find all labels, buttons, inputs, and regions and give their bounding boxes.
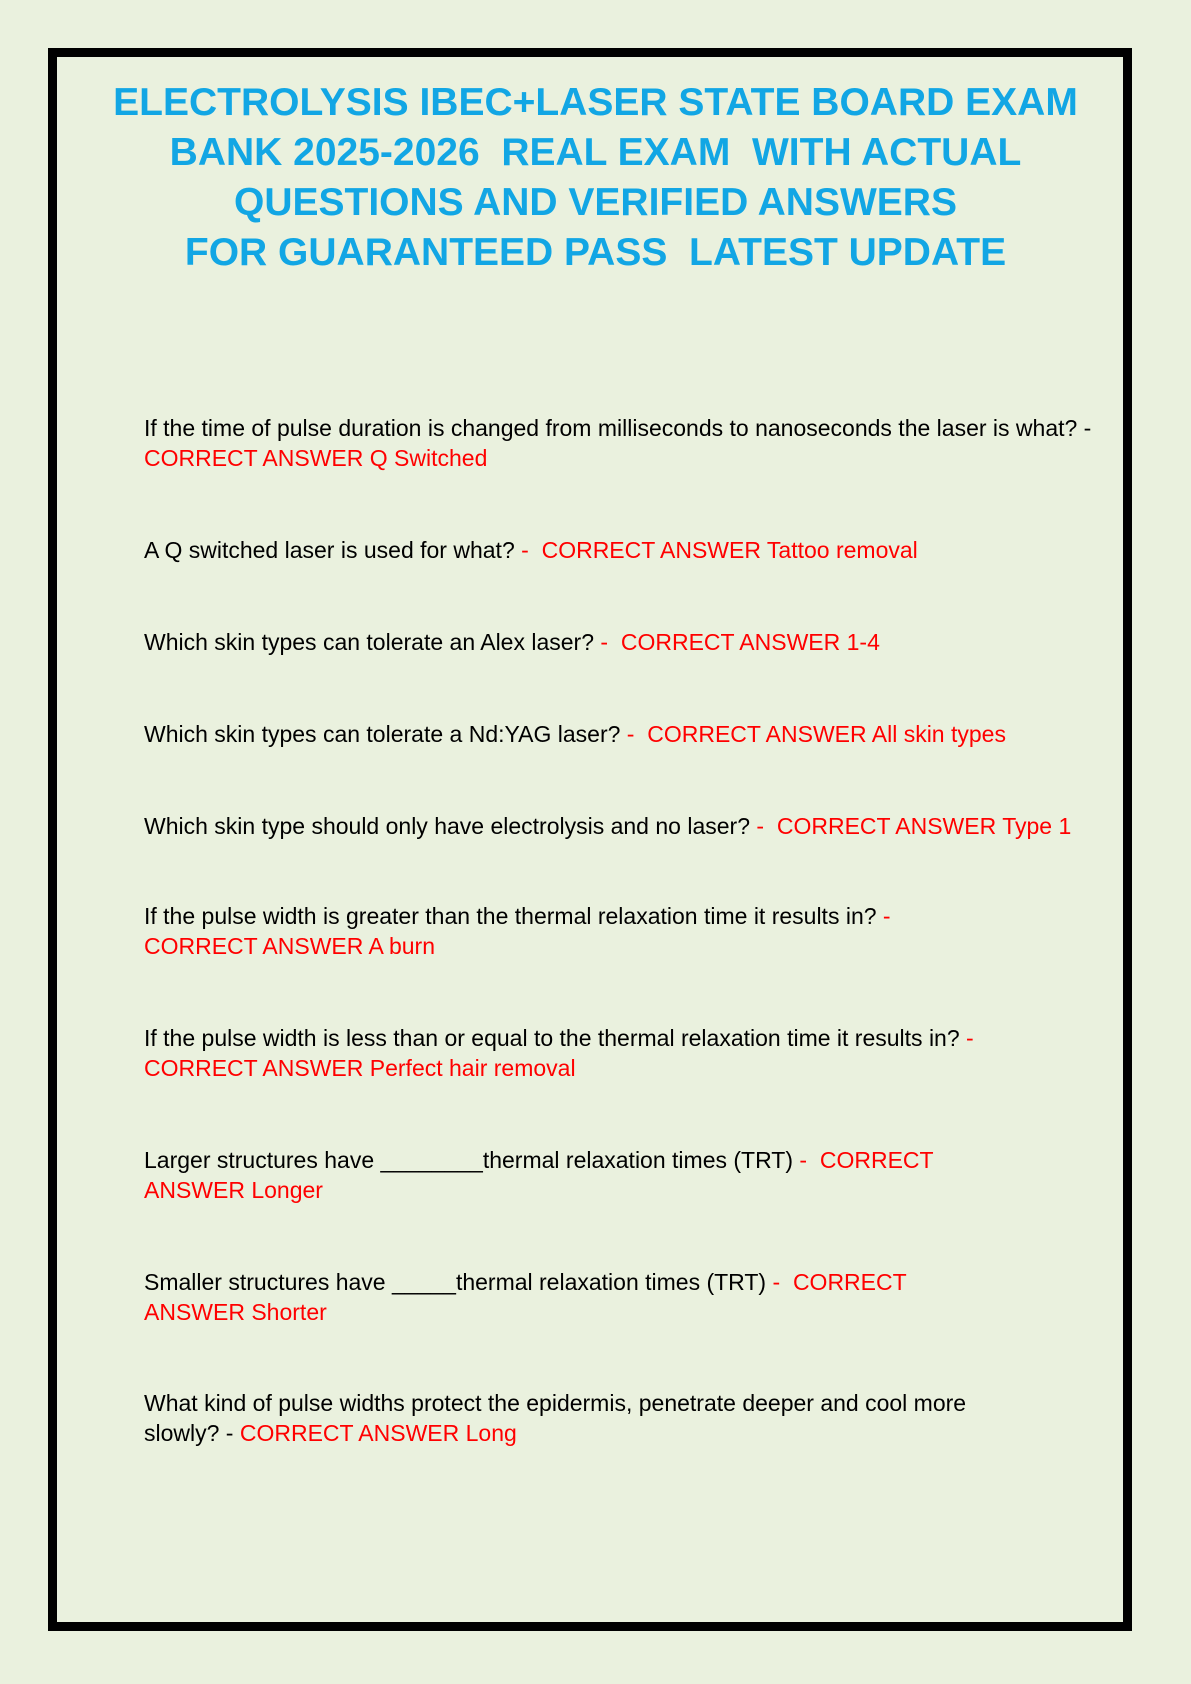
title-line: QUESTIONS AND VERIFIED ANSWERS [233, 181, 957, 224]
question-text: Which skin types can tolerate a Nd:YAG laser? [144, 721, 621, 747]
answer-separator: - [766, 1269, 793, 1295]
qa-item-5 [144, 811, 1134, 841]
qa-item-4 [144, 719, 1134, 749]
answer-separator: - [594, 629, 621, 655]
answer-separator: - [793, 1147, 820, 1173]
answer-text: CORRECT ANSWER Tattoo removal [541, 537, 918, 563]
question-text: slowly? - [144, 1420, 240, 1446]
title-line: ELECTROLYSIS IBEC+LASER STATE BOARD EXAM [113, 81, 1078, 124]
answer-text: CORRECT ANSWER Q Switched [144, 445, 488, 471]
answer-text: CORRECT ANSWER 1-4 [620, 629, 880, 655]
answer-text: CORRECT ANSWER All skin types [647, 721, 1006, 747]
qa-item-9 [144, 1267, 1134, 1327]
answer-text: CORRECT [819, 1147, 934, 1173]
question-text: Smaller structures have _____thermal relaxation times (TRT) [144, 1269, 767, 1295]
answer-separator: - [620, 721, 648, 747]
title-line: FOR GUARANTEED PASS LATEST UPDATE [184, 231, 1007, 274]
question-text: A Q switched laser is used for what? [144, 537, 515, 563]
question-text: If the pulse width is less than or equal to the thermal relaxation time it results in? [144, 1025, 960, 1051]
answer-text: ANSWER Longer [144, 1177, 323, 1203]
qa-item-7 [144, 1023, 1134, 1083]
document-title [80, 78, 1111, 278]
answer-separator: - [876, 903, 891, 929]
qa-item-1 [144, 413, 1134, 473]
answer-text: CORRECT ANSWER A burn [144, 933, 435, 959]
question-text: Larger structures have ________thermal relaxation times (TRT) [144, 1147, 793, 1173]
question-text: If the time of pulse duration is changed from milliseconds to nanoseconds the laser is what? - [144, 415, 1092, 441]
qa-item-6 [144, 901, 1134, 961]
title-line: BANK 2025-2026 REAL EXAM WITH ACTUAL [169, 131, 1022, 174]
answer-text: CORRECT [792, 1269, 907, 1295]
qa-item-8 [144, 1145, 1134, 1205]
answer-text: CORRECT ANSWER Type 1 [776, 813, 1072, 839]
question-text: Which skin type should only have electrolysis and no laser? [144, 813, 750, 839]
question-text: Which skin types can tolerate an Alex laser? [144, 629, 595, 655]
answer-separator: - [514, 537, 542, 563]
qa-item-10 [144, 1388, 1134, 1448]
answer-separator: - [750, 813, 777, 839]
answer-separator: - [959, 1025, 974, 1051]
qa-item-3 [144, 627, 1134, 657]
answer-text: ANSWER Shorter [144, 1299, 327, 1325]
answer-text: CORRECT ANSWER Perfect hair removal [144, 1055, 576, 1081]
qa-item-2 [144, 535, 1134, 565]
question-text: If the pulse width is greater than the thermal relaxation time it results in? [144, 903, 877, 929]
answer-text: CORRECT ANSWER Long [239, 1420, 517, 1446]
question-text: What kind of pulse widths protect the epidermis, penetrate deeper and cool more [144, 1390, 967, 1416]
